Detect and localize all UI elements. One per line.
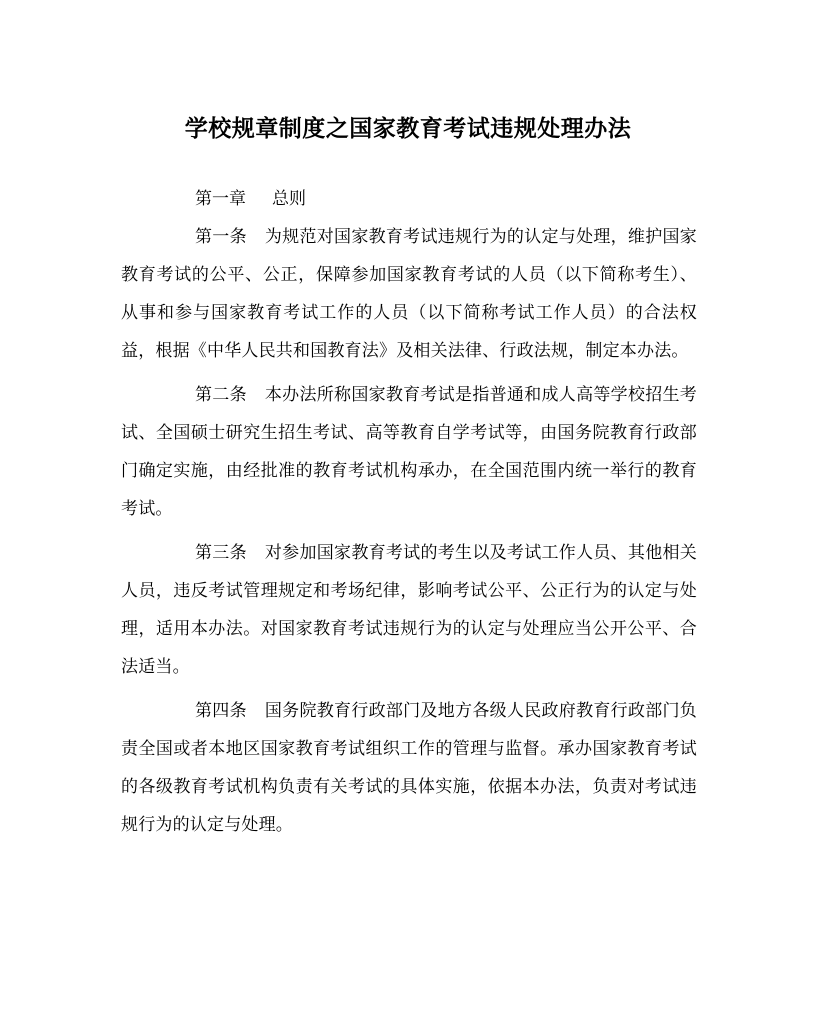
document-title: 学校规章制度之国家教育考试违规处理办法 bbox=[184, 115, 632, 142]
chapter-number: 第一章 bbox=[195, 189, 246, 209]
article-3 bbox=[121, 534, 697, 686]
chapter-name: 总则 bbox=[272, 189, 306, 209]
article-text: 国务院教育行政部门及地方各级人民政府教育行政部门负责全国或者本地区国家教育考试组织工作的管理与监督。承办国家教育考试的各级教育考试机构负责有关考试的具体实施，依据本办法，负责对考试违规行为的认定与处理。 bbox=[121, 701, 697, 835]
article-text: 对参加国家教育考试的考生以及考试工作人员、其他相关人员，违反考试管理规定和考场纪律，影响考试公平、公正行为的认定与处理，适用本办法。对国家教育考试违规行为的认定与处理应当公开公平、合法适当。 bbox=[121, 543, 697, 677]
article-text: 为规范对国家教育考试违规行为的认定与处理，维护国家教育考试的公平、公正，保障参加国家教育考试的人员（以下简称考生）、从事和参与国家教育考试工作的人员（以下简称考试工作人员）的合法权益，根据《中华人民共和国教育法》及相关法律、行政法规，制定本办法。 bbox=[121, 227, 697, 361]
article-text: 本办法所称国家教育考试是指普通和成人高等学校招生考试、全国硕士研究生招生考试、高等教育自学考试等，由国务院教育行政部门确定实施，由经批准的教育考试机构承办，在全国范围内统一举行的教育考试。 bbox=[121, 385, 697, 519]
article-number: 第三条 bbox=[195, 543, 247, 563]
article-1 bbox=[121, 218, 697, 370]
article-number: 第四条 bbox=[195, 701, 247, 721]
article-4 bbox=[121, 692, 697, 844]
article-number: 第一条 bbox=[195, 227, 247, 247]
article-2 bbox=[121, 376, 697, 528]
articles-body bbox=[121, 218, 697, 850]
article-number: 第二条 bbox=[195, 385, 247, 405]
chapter-heading bbox=[195, 184, 306, 209]
